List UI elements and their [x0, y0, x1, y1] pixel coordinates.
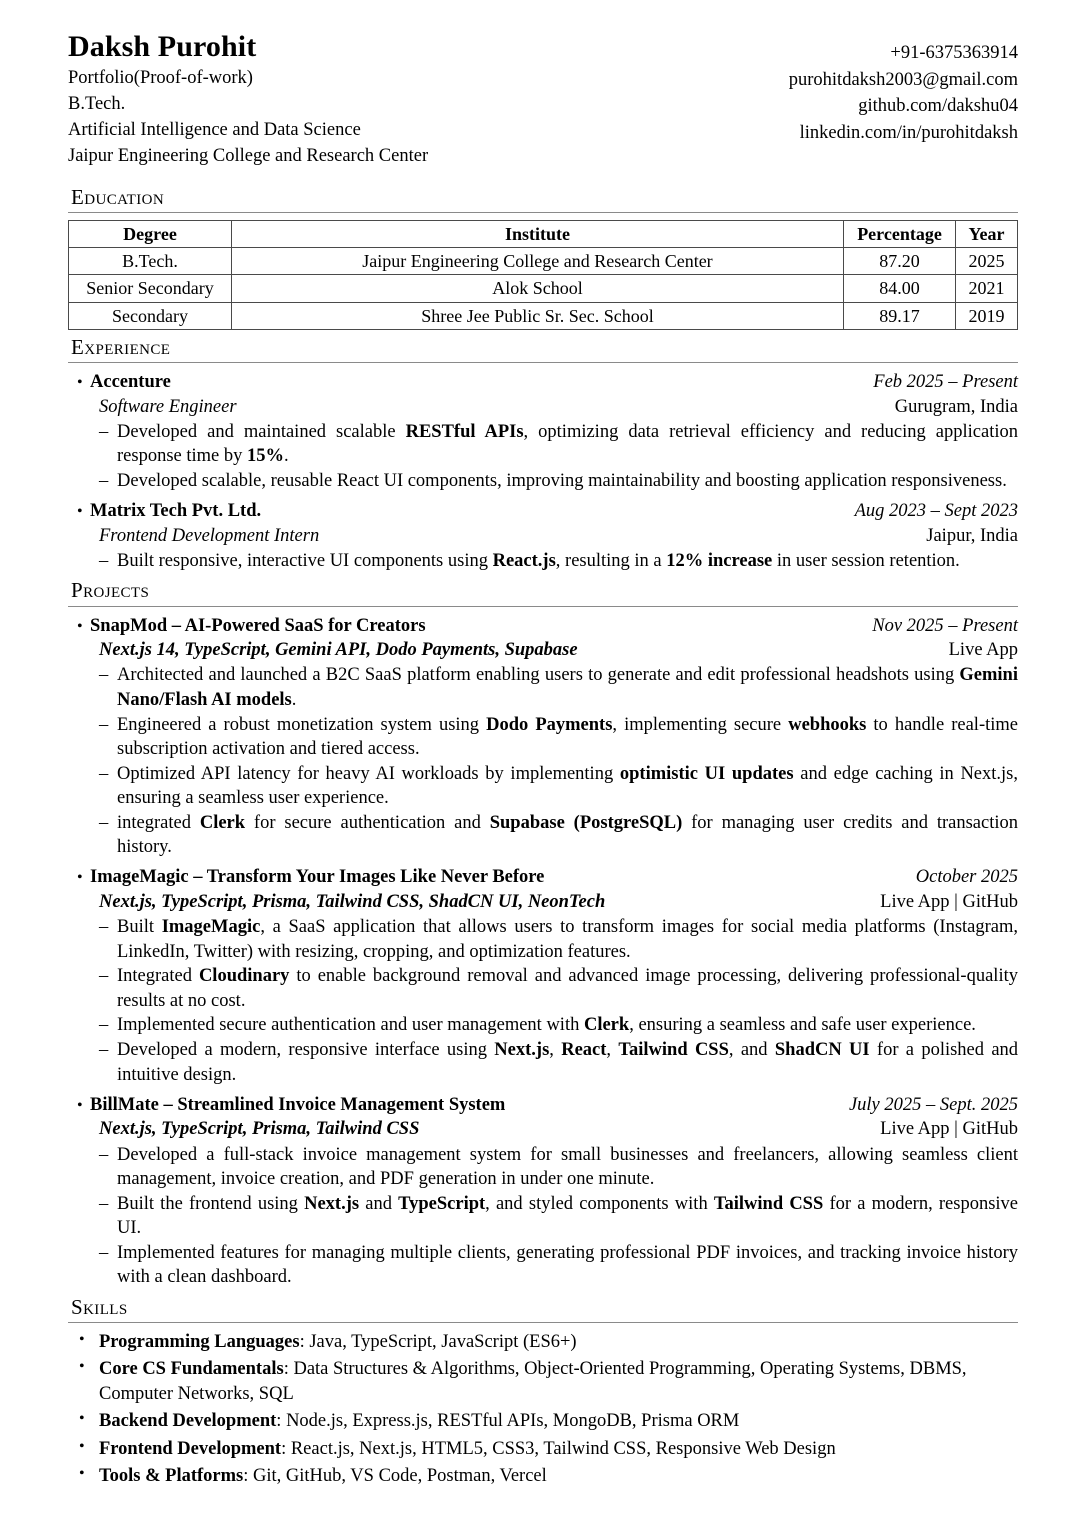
column-header-institute: Institute	[232, 220, 844, 247]
column-header-degree: Degree	[69, 220, 232, 247]
candidate-name: Daksh Purohit	[68, 30, 257, 63]
list-item	[77, 1330, 1018, 1355]
list-item: – Developed a full-stack invoice management system for small businesses and freelancers, allowing seamless client management, invoice creation, and PDF generation in under one minute.	[99, 1143, 1018, 1192]
cell-year: 2019	[956, 302, 1018, 329]
entry-date: Aug 2023 – Sept 2023	[854, 501, 1018, 522]
entry-title-row	[68, 614, 1018, 638]
header-contact-block	[789, 30, 1018, 147]
cell-year: 2025	[956, 248, 1018, 275]
list-item: – Integrated Cloudinary to enable background removal and advanced image processing, delivering professional-quality results at no cost.	[99, 964, 1018, 1013]
list-item: – Optimized API latency for heavy AI workloads by implementing optimistic UI updates and edge caching in Next.js, ensuring a seamless user experience.	[99, 762, 1018, 811]
section-title-skills: Skills	[71, 1294, 128, 1319]
cell-degree: Senior Secondary	[69, 275, 232, 302]
section-rule	[68, 1322, 1018, 1323]
bullet-icon: •	[77, 374, 83, 392]
section-title-education: Education	[71, 184, 165, 209]
project-entry	[68, 865, 1018, 1087]
header-portfolio-line[interactable]: Portfolio(Proof-of-work)	[68, 67, 253, 88]
resume-header	[68, 30, 1018, 170]
skill-category: Programming Languages	[99, 1331, 300, 1352]
cell-degree: B.Tech.	[69, 248, 232, 275]
entry-bullet-list	[68, 1143, 1018, 1290]
project-name: ImageMagic – Transform Your Images Like Never Before	[90, 867, 545, 888]
project-links[interactable]: Live App | GitHub	[880, 891, 1018, 912]
list-item: – Architected and launched a B2C SaaS platform enabling users to generate and edit professional headshots using Gemini Nano/Flash AI models.	[99, 663, 1018, 712]
list-item: – integrated Clerk for secure authentication and Supabase (PostgreSQL) for managing user credits and transaction history.	[99, 811, 1018, 860]
bullet-icon: •	[77, 617, 83, 635]
skill-value: Node.js, Express.js, RESTful APIs, MongoDB, Prisma ORM	[286, 1411, 740, 1432]
section-title-experience: Experience	[71, 335, 171, 359]
list-item: – Developed and maintained scalable RESTful APIs, optimizing data retrieval efficiency and reducing application response time by 15%.	[99, 420, 1018, 469]
table-row	[69, 275, 1018, 302]
entry-date: Nov 2025 – Present	[872, 615, 1018, 636]
experience-entry	[68, 370, 1018, 493]
table-row	[69, 248, 1018, 275]
entry-bullet-list	[68, 663, 1018, 859]
entry-location: Jaipur, India	[926, 525, 1018, 546]
skill-value: Git, GitHub, VS Code, Postman, Vercel	[253, 1466, 547, 1487]
entry-bullet-list	[68, 549, 1018, 573]
project-entry	[68, 1093, 1018, 1290]
entry-title-wrap	[68, 614, 426, 638]
list-item: – Developed a modern, responsive interface using Next.js, React, Tailwind CSS, and ShadCN UI for a polished and intuitive design.	[99, 1038, 1018, 1087]
column-header-year: Year	[956, 220, 1018, 247]
skill-category: Backend Development	[99, 1411, 277, 1432]
entry-bullet-list	[68, 420, 1018, 493]
skill-category: Frontend Development	[99, 1438, 282, 1459]
skill-category: Tools & Platforms	[99, 1466, 244, 1487]
project-entry	[68, 614, 1018, 860]
cell-percentage: 84.00	[844, 275, 956, 302]
entry-bullet-list	[68, 915, 1018, 1087]
project-links[interactable]: Live App | GitHub	[880, 1119, 1018, 1140]
table-header-row	[69, 220, 1018, 247]
entry-title-wrap	[68, 865, 544, 889]
skills-list	[68, 1330, 1018, 1489]
bullet-icon: •	[77, 503, 83, 521]
project-name: SnapMod – AI-Powered SaaS for Creators	[90, 615, 426, 636]
contact-email[interactable]: purohitdaksh2003@gmail.com	[788, 69, 1018, 90]
entry-date: Feb 2025 – Present	[873, 372, 1018, 393]
section-rule	[68, 362, 1018, 363]
entry-location: Gurugram, India	[894, 396, 1018, 417]
skill-value: React.js, Next.js, HTML5, CSS3, Tailwind CSS, Responsive Web Design	[290, 1438, 836, 1459]
list-item: – Engineered a robust monetization system using Dodo Payments, implementing secure webhooks to handle real-time subscription activation and tiered access.	[99, 713, 1018, 762]
list-item: – Developed scalable, reusable React UI components, improving maintainability and boosting application responsiveness.	[99, 469, 1018, 493]
cell-percentage: 89.17	[844, 302, 956, 329]
project-tech-stack: Next.js, TypeScript, Prisma, Tailwind CSS	[99, 1119, 420, 1140]
list-item: – Implemented secure authentication and user management with Clerk, ensuring a seamless and safe user experience.	[99, 1013, 1018, 1037]
cell-degree: Secondary	[69, 302, 232, 329]
section-rule	[68, 606, 1018, 607]
entry-title-row	[68, 1093, 1018, 1117]
project-links[interactable]: Live App	[948, 639, 1018, 660]
section-projects	[68, 579, 1018, 1289]
entry-subtitle-row	[68, 524, 1018, 548]
bullet-icon: •	[77, 869, 83, 887]
skill-separator: :	[243, 1466, 249, 1487]
job-title: Software Engineer	[99, 396, 237, 417]
list-item	[77, 1464, 1018, 1489]
section-experience	[68, 336, 1018, 573]
cell-year: 2021	[956, 275, 1018, 302]
skill-separator: :	[283, 1359, 289, 1380]
header-college-line: Jaipur Engineering College and Research Center	[68, 146, 429, 167]
entry-subtitle-row	[68, 395, 1018, 419]
skill-value: Java, TypeScript, JavaScript (ES6+)	[309, 1331, 577, 1352]
skill-separator: :	[299, 1331, 305, 1352]
list-item: – Implemented features for managing multiple clients, generating professional PDF invoices, and tracking invoice history with a clean dashboard.	[99, 1241, 1018, 1290]
contact-github[interactable]: github.com/dakshu04	[858, 96, 1018, 117]
job-title: Frontend Development Intern	[99, 525, 320, 546]
cell-institute: Alok School	[232, 275, 844, 302]
entry-title-row	[68, 865, 1018, 889]
header-degree-line: B.Tech.	[68, 93, 126, 114]
list-item: – Built the frontend using Next.js and TypeScript, and styled components with Tailwind CSS for a modern, responsive UI.	[99, 1192, 1018, 1241]
skill-separator: :	[281, 1438, 287, 1459]
section-education	[68, 186, 1018, 330]
employer-name: Matrix Tech Pvt. Ltd.	[90, 501, 262, 522]
contact-linkedin[interactable]: linkedin.com/in/purohitdaksh	[799, 122, 1018, 143]
entry-date: October 2025	[915, 867, 1018, 888]
section-rule	[68, 212, 1018, 213]
entry-title-wrap	[68, 1093, 505, 1117]
list-item	[77, 1357, 1018, 1406]
cell-institute: Shree Jee Public Sr. Sec. School	[232, 302, 844, 329]
entry-stack-row	[68, 1117, 1018, 1141]
section-skills	[68, 1296, 1018, 1489]
project-tech-stack: Next.js, TypeScript, Prisma, Tailwind CSS, ShadCN UI, NeonTech	[99, 891, 606, 912]
entry-title-row	[68, 370, 1018, 394]
table-row	[69, 302, 1018, 329]
section-title-projects: Projects	[71, 578, 150, 603]
cell-percentage: 87.20	[844, 248, 956, 275]
list-item: – Built ImageMagic, a SaaS application that allows users to transform images for social media platforms (Instagram, LinkedIn, Twitter) with resizing, cropping, and optimization features.	[99, 915, 1018, 964]
entry-title-wrap	[68, 370, 171, 394]
column-header-percentage: Percentage	[844, 220, 956, 247]
employer-name: Accenture	[90, 372, 171, 393]
entry-title-wrap	[68, 499, 261, 523]
list-item	[77, 1409, 1018, 1434]
header-left-block	[68, 30, 428, 170]
list-item	[77, 1437, 1018, 1462]
skill-value: Data Structures & Algorithms, Object-Oriented Programming, Operating Systems, DBMS, Computer Networks, SQL	[99, 1359, 967, 1404]
entry-stack-row	[68, 638, 1018, 662]
header-branch-line: Artificial Intelligence and Data Science	[68, 120, 361, 141]
experience-entry	[68, 499, 1018, 573]
entry-title-row	[68, 499, 1018, 523]
project-name: BillMate – Streamlined Invoice Management System	[90, 1094, 506, 1115]
entry-stack-row	[68, 890, 1018, 914]
skill-category: Core CS Fundamentals	[99, 1359, 284, 1380]
bullet-icon: •	[77, 1096, 83, 1114]
education-table	[68, 220, 1018, 330]
entry-date: July 2025 – Sept. 2025	[848, 1094, 1018, 1115]
cell-institute: Jaipur Engineering College and Research Center	[232, 248, 844, 275]
list-item: – Built responsive, interactive UI components using React.js, resulting in a 12% increase in user session retention.	[99, 549, 1018, 573]
skill-separator: :	[276, 1411, 282, 1432]
contact-phone: +91-6375363914	[890, 43, 1018, 63]
project-tech-stack: Next.js 14, TypeScript, Gemini API, Dodo Payments, Supabase	[99, 639, 578, 660]
